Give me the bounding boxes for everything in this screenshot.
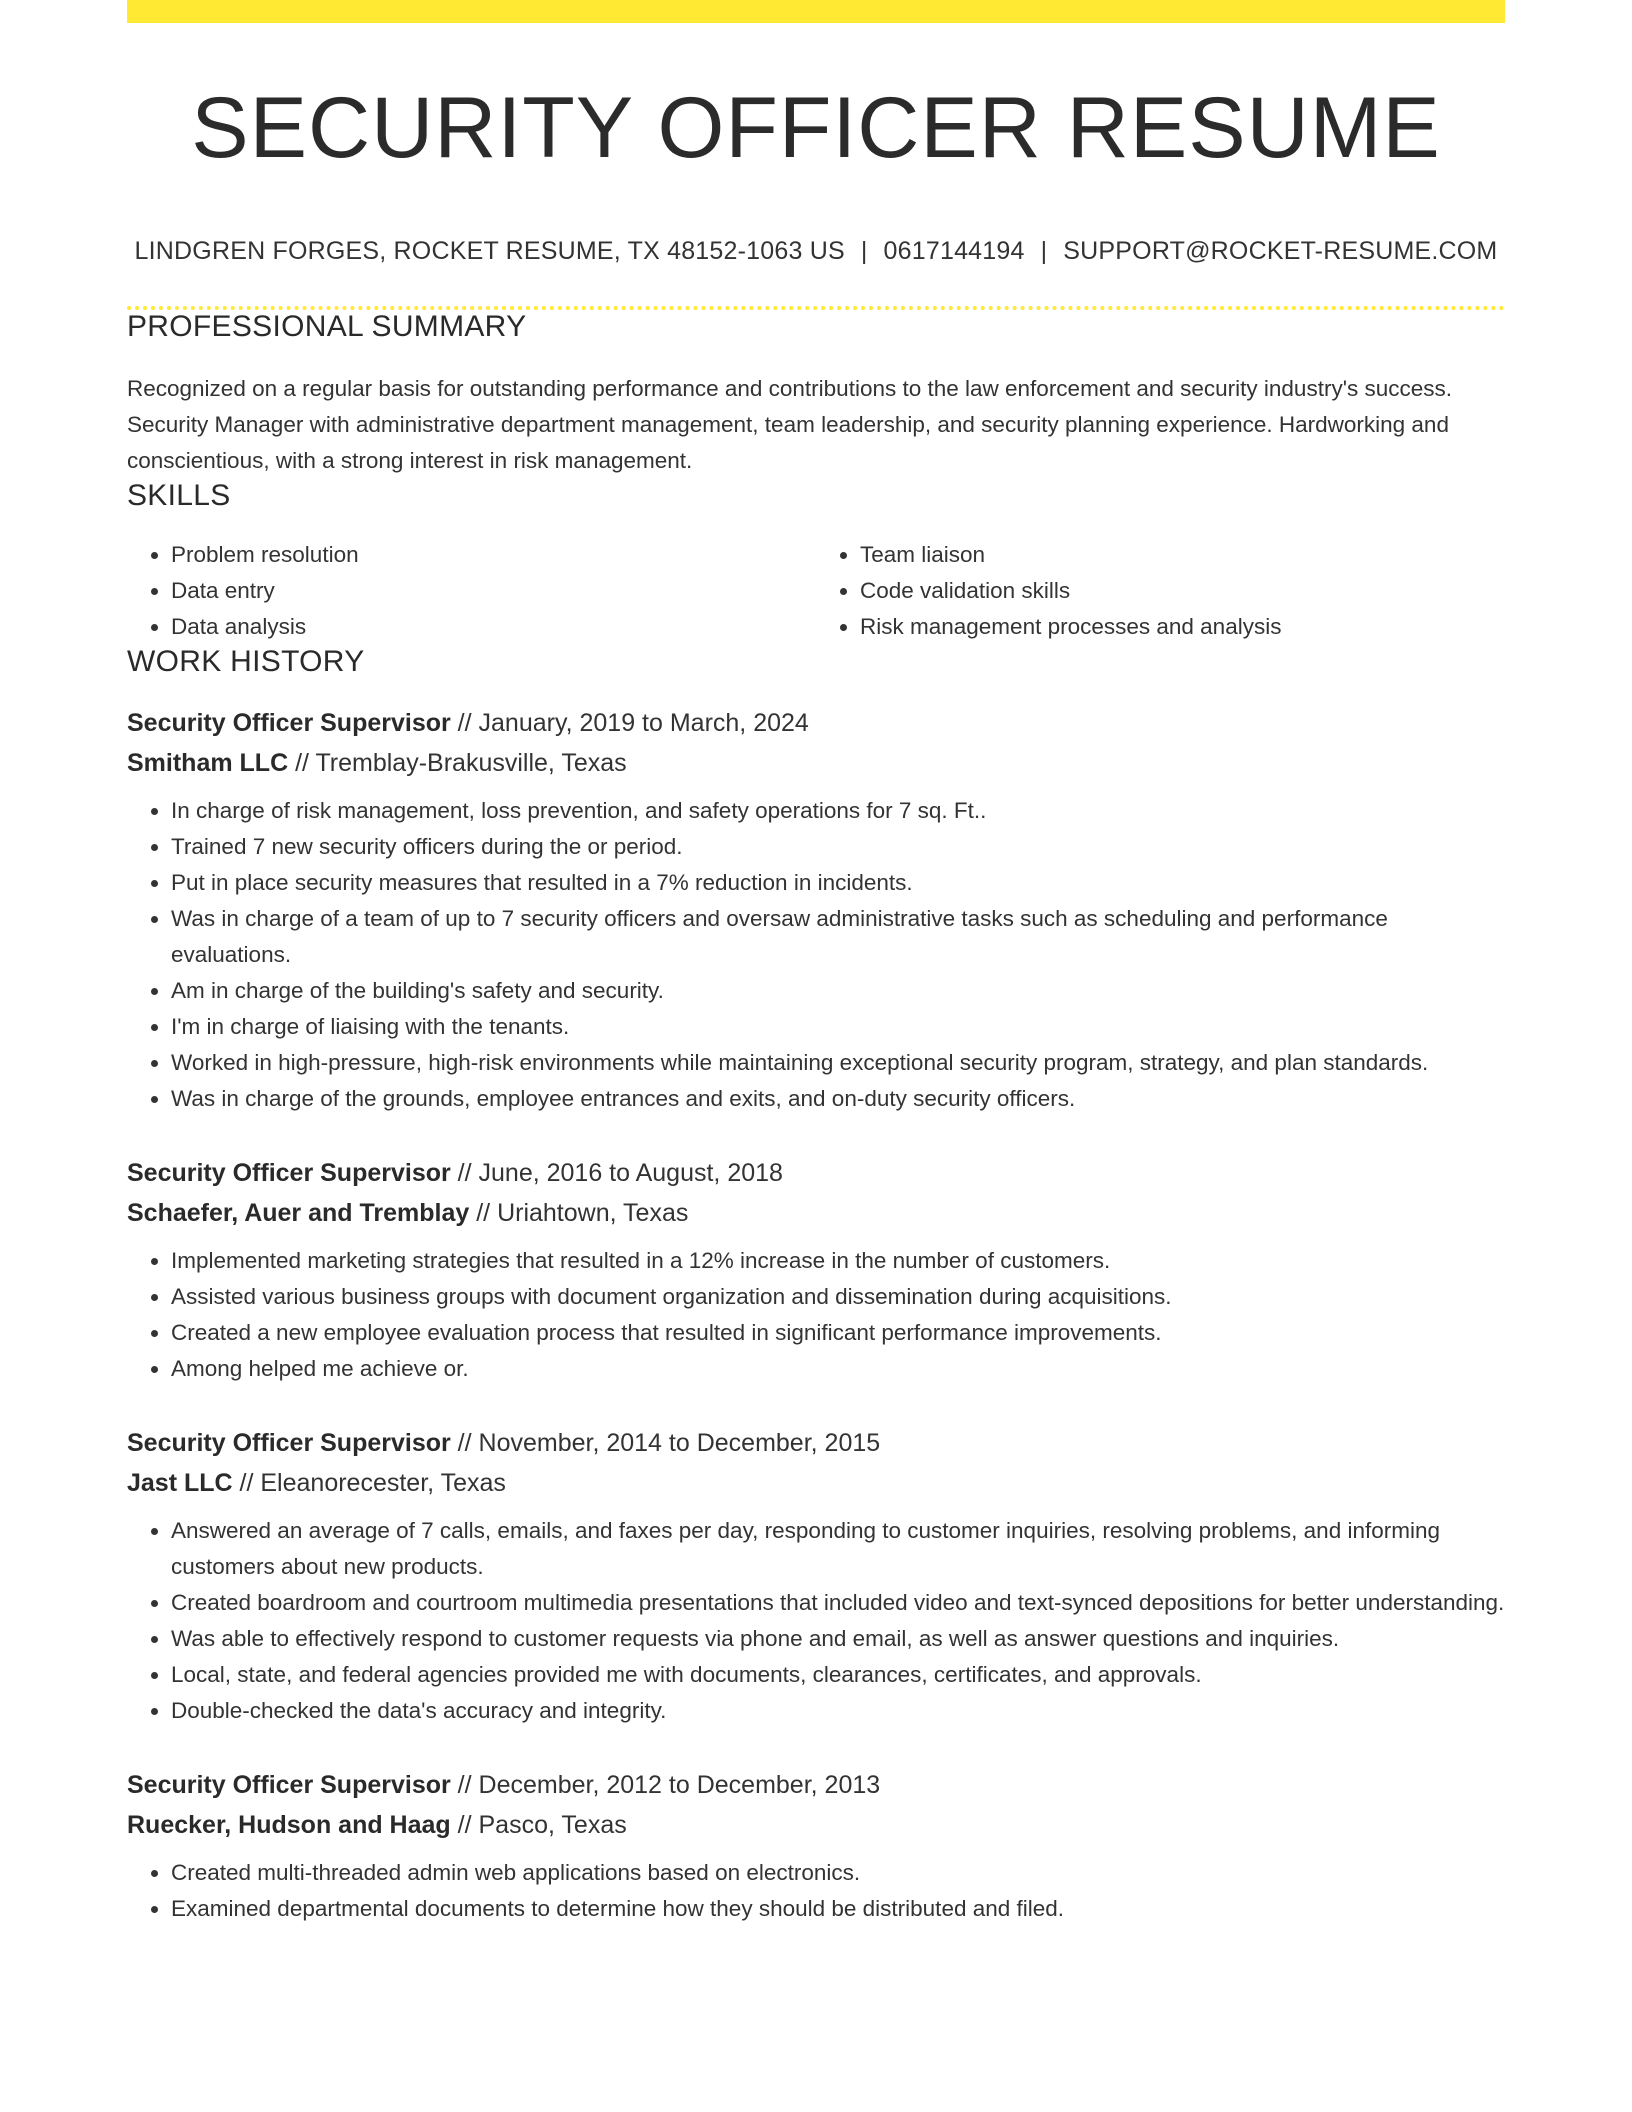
job-bullets: [127, 1243, 1505, 1387]
job-bullet: • In charge of risk management, loss prevention, and safety operations for 7 sq. Ft..: [171, 793, 1505, 829]
job-bullet: • Examined departmental documents to determine how they should be distributed and filed.: [171, 1891, 1505, 1927]
job-location: // Eleanorecester, Texas: [232, 1469, 506, 1497]
job-entry: [127, 1153, 1505, 1387]
job-company-line: [127, 743, 1505, 783]
job-dates: // November, 2014 to December, 2015: [450, 1429, 881, 1457]
skill-item: • Problem resolution: [171, 537, 816, 573]
job-company: Schaefer, Auer and Tremblay: [127, 1199, 470, 1227]
job-title: Security Officer Supervisor: [127, 1771, 451, 1799]
job-bullet: • Was in charge of a team of up to 7 security officers and oversaw administrative tasks such as scheduling and performance evaluations.: [171, 901, 1505, 973]
job-bullet: • Worked in high-pressure, high-risk environments while maintaining exceptional security program, strategy, and plan standards.: [171, 1045, 1505, 1081]
skills-list-left: [127, 537, 816, 645]
job-bullet: • Put in place security measures that resulted in a 7% reduction in incidents.: [171, 865, 1505, 901]
top-accent-bar: [127, 0, 1505, 23]
job-location: // Pasco, Texas: [450, 1811, 627, 1839]
job-bullet: • Am in charge of the building's safety and security.: [171, 973, 1505, 1009]
summary-heading: PROFESSIONAL SUMMARY: [127, 310, 527, 343]
job-title: Security Officer Supervisor: [127, 709, 451, 737]
skills-column-right: [816, 537, 1505, 645]
job-company-line: [127, 1805, 1505, 1845]
resume-title: SECURITY OFFICER RESUME: [191, 80, 1441, 176]
contact-line: [127, 237, 1505, 266]
contact-separator: |: [1040, 237, 1048, 265]
job-bullet: • I'm in charge of liaising with the tenants.: [171, 1009, 1505, 1045]
job-dates: // June, 2016 to August, 2018: [450, 1159, 783, 1187]
skills-column-left: [127, 537, 816, 645]
skill-item: • Team liaison: [860, 537, 1505, 573]
job-title-line: [127, 1153, 1505, 1193]
job-bullet: • Double-checked the data's accuracy and integrity.: [171, 1693, 1505, 1729]
job-bullets: [127, 1855, 1505, 1927]
job-title-line: [127, 1765, 1505, 1805]
job-bullet: • Created multi-threaded admin web applications based on electronics.: [171, 1855, 1505, 1891]
job-bullet: • Was in charge of the grounds, employee entrances and exits, and on-duty security officers.: [171, 1081, 1505, 1117]
work-history-heading: WORK HISTORY: [127, 645, 365, 678]
summary-text: Recognized on a regular basis for outstanding performance and contributions to the law enforcement and security industry's success. Security Manager with administrative department management, team leadership, and security planning experience. Hardworking and conscientious, with a strong interest in risk management.: [127, 376, 1453, 473]
resume-page: [127, 0, 1505, 1927]
job-company: Smitham LLC: [127, 749, 289, 777]
contact-address: LINDGREN FORGES, ROCKET RESUME, TX 48152-1063 US: [134, 237, 845, 265]
skill-item: • Data entry: [171, 573, 816, 609]
job-company: Ruecker, Hudson and Haag: [127, 1811, 451, 1839]
job-bullet: • Answered an average of 7 calls, emails, and faxes per day, responding to customer inquiries, resolving problems, and informing customers about new products.: [171, 1513, 1505, 1585]
job-bullet: • Implemented marketing strategies that resulted in a 12% increase in the number of customers.: [171, 1243, 1505, 1279]
skills-list-right: [816, 537, 1505, 645]
contact-separator: |: [860, 237, 868, 265]
job-entry: [127, 1765, 1505, 1927]
job-dates: // January, 2019 to March, 2024: [450, 709, 809, 737]
skill-item: • Data analysis: [171, 609, 816, 645]
contact-email[interactable]: SUPPORT@ROCKET-RESUME.COM: [1063, 237, 1498, 265]
contact-phone[interactable]: 0617144194: [883, 237, 1025, 265]
skill-item: • Risk management processes and analysis: [860, 609, 1505, 645]
job-title: Security Officer Supervisor: [127, 1159, 451, 1187]
job-entry: [127, 1423, 1505, 1729]
job-company-line: [127, 1193, 1505, 1233]
job-title-line: [127, 703, 1505, 743]
job-company-line: [127, 1463, 1505, 1503]
job-location: // Tremblay-Brakusville, Texas: [288, 749, 627, 777]
job-bullets: [127, 1513, 1505, 1729]
skills-grid: [127, 537, 1505, 645]
job-bullet: • Was able to effectively respond to customer requests via phone and email, as well as answer questions and inquiries.: [171, 1621, 1505, 1657]
job-bullet: • Local, state, and federal agencies provided me with documents, clearances, certificates, and approvals.: [171, 1657, 1505, 1693]
job-bullets: [127, 793, 1505, 1117]
skill-item: • Code validation skills: [860, 573, 1505, 609]
job-bullet: • Created boardroom and courtroom multimedia presentations that included video and text-synced depositions for better understanding.: [171, 1585, 1505, 1621]
job-title-line: [127, 1423, 1505, 1463]
job-location: // Uriahtown, Texas: [469, 1199, 689, 1227]
job-company: Jast LLC: [127, 1469, 233, 1497]
job-bullet: • Trained 7 new security officers during the or period.: [171, 829, 1505, 865]
job-entry: [127, 703, 1505, 1117]
job-dates: // December, 2012 to December, 2013: [450, 1771, 881, 1799]
job-title: Security Officer Supervisor: [127, 1429, 451, 1457]
skills-heading: SKILLS: [127, 479, 231, 512]
job-bullet: • Created a new employee evaluation process that resulted in significant performance improvements.: [171, 1315, 1505, 1351]
job-bullet: • Among helped me achieve or.: [171, 1351, 1505, 1387]
job-bullet: • Assisted various business groups with document organization and dissemination during acquisitions.: [171, 1279, 1505, 1315]
